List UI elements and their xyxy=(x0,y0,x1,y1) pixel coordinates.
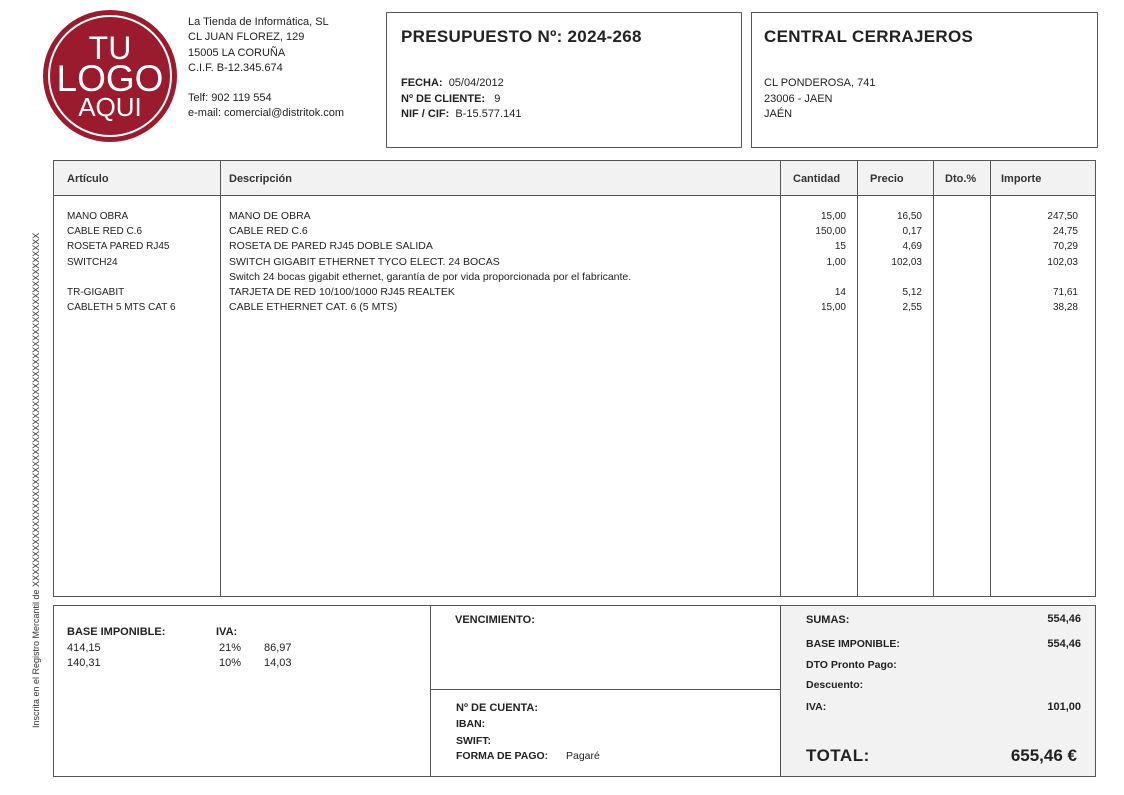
cell-articulo: SWITCH24 xyxy=(67,256,118,268)
tax-base-value: 414,15 xyxy=(67,642,101,654)
cell-dto xyxy=(936,285,982,300)
cell-cantidad: 14 xyxy=(834,287,846,299)
col-divider xyxy=(933,161,934,596)
cell-descripcion: MANO DE OBRA xyxy=(229,210,311,222)
client-address: CL PONDEROSA, 741 xyxy=(764,77,876,89)
cliente-value: 9 xyxy=(494,92,501,105)
cell-importe: 38,28 xyxy=(1052,302,1078,314)
cell-precio: 2,55 xyxy=(902,302,922,314)
client-box xyxy=(751,12,1098,148)
totals-iva-value: 101,00 xyxy=(1047,701,1081,713)
company-phone: Telf: 902 119 554 xyxy=(188,92,272,105)
col-divider xyxy=(857,161,858,596)
totals-base-label: BASE IMPONIBLE: xyxy=(806,638,900,650)
cell-descripcion: ROSETA DE PARED RJ45 DOBLE SALIDA xyxy=(229,240,433,253)
payment-box xyxy=(430,605,781,777)
cell-descripcion: CABLE RED C.6 xyxy=(229,225,308,238)
payment-divider xyxy=(431,689,780,690)
cell-dto xyxy=(936,224,982,239)
cell-descripcion: Switch 24 bocas gigabit ethernet, garantía de por vida proporcionada por el fabricante. xyxy=(229,270,632,283)
cell-articulo: TR-GIGABIT xyxy=(67,287,125,299)
header-cantidad: Cantidad xyxy=(793,173,841,185)
cell-dto xyxy=(936,270,982,285)
tax-pct-value: 21% xyxy=(219,642,242,654)
sumas-label: SUMAS: xyxy=(806,614,850,626)
column-dto xyxy=(936,209,982,315)
cell-importe: 71,61 xyxy=(1052,287,1078,299)
cell-articulo: MANO OBRA xyxy=(67,211,129,222)
cell-dto xyxy=(936,239,982,254)
cell-cantidad: 150,00 xyxy=(815,226,846,238)
dto-pronto-pago-label: DTO Pronto Pago: xyxy=(806,659,897,671)
cell-cantidad xyxy=(784,270,846,285)
header-dto: Dto.% xyxy=(945,173,977,185)
quote-details xyxy=(401,76,521,123)
cell-precio: 5,12 xyxy=(902,287,922,299)
tax-amount-column xyxy=(264,641,292,671)
cell-articulo: CABLE RED C.6 xyxy=(67,226,143,238)
cell-dto xyxy=(936,209,982,224)
tax-base-column xyxy=(67,641,101,671)
tax-box xyxy=(53,605,431,777)
registry-note: Inscrita en el Registro Mercantil de XXXXXXXXXXXXXXXXXXXXXXXXXXXXXXXXXXXXXXXXXXXXXXXXXXXXXXXXXXX xyxy=(31,232,41,728)
forma-pago-value: Pagaré xyxy=(566,750,600,762)
client-city: 23006 - JAEN xyxy=(764,92,833,105)
cell-precio: 102,03 xyxy=(891,256,922,268)
cell-cantidad: 15 xyxy=(834,241,846,253)
cell-descripcion: CABLE ETHERNET CAT. 6 (5 MTS) xyxy=(229,301,398,314)
cell-articulo: CABLETH 5 MTS CAT 6 xyxy=(67,302,176,314)
col-divider xyxy=(990,161,991,596)
column-precio xyxy=(860,209,922,315)
logo-line-3: AQUI xyxy=(78,92,142,122)
logo-line-2: LOGO xyxy=(56,58,164,99)
header-precio: Precio xyxy=(870,173,904,185)
cell-cantidad: 1,00 xyxy=(826,256,846,268)
client-province: JAÉN xyxy=(764,108,793,120)
totals-iva-label: IVA: xyxy=(806,701,827,713)
base-imponible-label: BASE IMPONIBLE: xyxy=(67,626,166,638)
nif-value: B-15.577.141 xyxy=(455,108,522,120)
col-divider xyxy=(780,161,781,596)
cell-precio xyxy=(860,270,922,285)
tax-amount-value: 86,97 xyxy=(264,642,292,654)
cell-dto xyxy=(936,300,982,315)
cell-cantidad: 15,00 xyxy=(820,211,846,222)
header-descripcion: Descripción xyxy=(229,173,292,185)
tax-pct-value: 10% xyxy=(219,657,242,669)
cell-precio: 0,17 xyxy=(902,226,922,238)
table-header xyxy=(54,161,1095,196)
cell-dto xyxy=(936,255,982,270)
col-divider xyxy=(220,161,221,596)
items-table xyxy=(53,160,1096,597)
header-importe: Importe xyxy=(1001,173,1042,185)
column-descripcion xyxy=(229,209,774,315)
cuenta-label: Nº DE CUENTA: xyxy=(456,702,539,714)
total-value: 655,46 € xyxy=(1010,746,1077,765)
cell-articulo: ROSETA PARED RJ45 xyxy=(67,241,170,253)
cell-articulo xyxy=(67,270,217,285)
column-cantidad xyxy=(784,209,846,315)
nif-label: NIF / CIF: xyxy=(401,108,450,120)
quote-box xyxy=(386,12,742,148)
client-details xyxy=(764,76,875,123)
total-label: TOTAL: xyxy=(806,746,870,765)
column-articulo xyxy=(67,209,217,315)
tax-pct-column xyxy=(219,641,241,671)
totals-box xyxy=(780,605,1096,777)
fecha-label: FECHA: xyxy=(401,77,443,89)
company-city: 15005 LA CORUÑA xyxy=(188,46,286,59)
cell-importe: 24,75 xyxy=(1052,226,1078,238)
cell-precio: 16,50 xyxy=(896,211,922,222)
forma-pago-label: FORMA DE PAGO: xyxy=(456,750,549,762)
cell-importe: 102,03 xyxy=(1047,256,1078,268)
company-logo xyxy=(43,10,177,142)
tax-base-value: 140,31 xyxy=(67,657,101,669)
sumas-value: 554,46 xyxy=(1047,613,1081,625)
swift-label: SWIFT: xyxy=(456,735,491,747)
cell-importe xyxy=(994,270,1078,285)
iban-label: IBAN: xyxy=(456,718,486,730)
descuento-label: Descuento: xyxy=(806,679,864,691)
cell-cantidad: 15,00 xyxy=(820,302,846,314)
column-importe xyxy=(994,209,1078,315)
header-articulo: Artículo xyxy=(67,173,109,185)
company-info xyxy=(188,15,344,122)
logo-line-1: TU xyxy=(88,30,132,66)
company-email: e-mail: comercial@distritok.com xyxy=(188,107,345,120)
cell-descripcion: TARJETA DE RED 10/100/1000 RJ45 REALTEK xyxy=(229,286,455,299)
cliente-label: Nº DE CLIENTE: xyxy=(401,92,486,105)
cell-importe: 70,29 xyxy=(1052,241,1078,253)
client-name: CENTRAL CERRAJEROS xyxy=(764,27,974,46)
cell-importe: 247,50 xyxy=(1047,211,1078,222)
vencimiento-label: VENCIMIENTO: xyxy=(455,614,535,626)
tax-amount-value: 14,03 xyxy=(264,657,292,669)
company-address: CL JUAN FLOREZ, 129 xyxy=(188,31,305,44)
cell-precio: 4,69 xyxy=(902,241,922,253)
fecha-value: 05/04/2012 xyxy=(448,77,504,89)
cell-descripcion: SWITCH GIGABIT ETHERNET TYCO ELECT. 24 BOCAS xyxy=(229,255,500,268)
iva-label: IVA: xyxy=(216,626,238,638)
company-cif: C.I.F. B-12.345.674 xyxy=(188,61,283,74)
company-name: La Tienda de Informática, SL xyxy=(188,16,329,28)
quote-title: PRESUPUESTO Nº: 2024-268 xyxy=(401,27,642,46)
totals-base-value: 554,46 xyxy=(1047,638,1081,650)
